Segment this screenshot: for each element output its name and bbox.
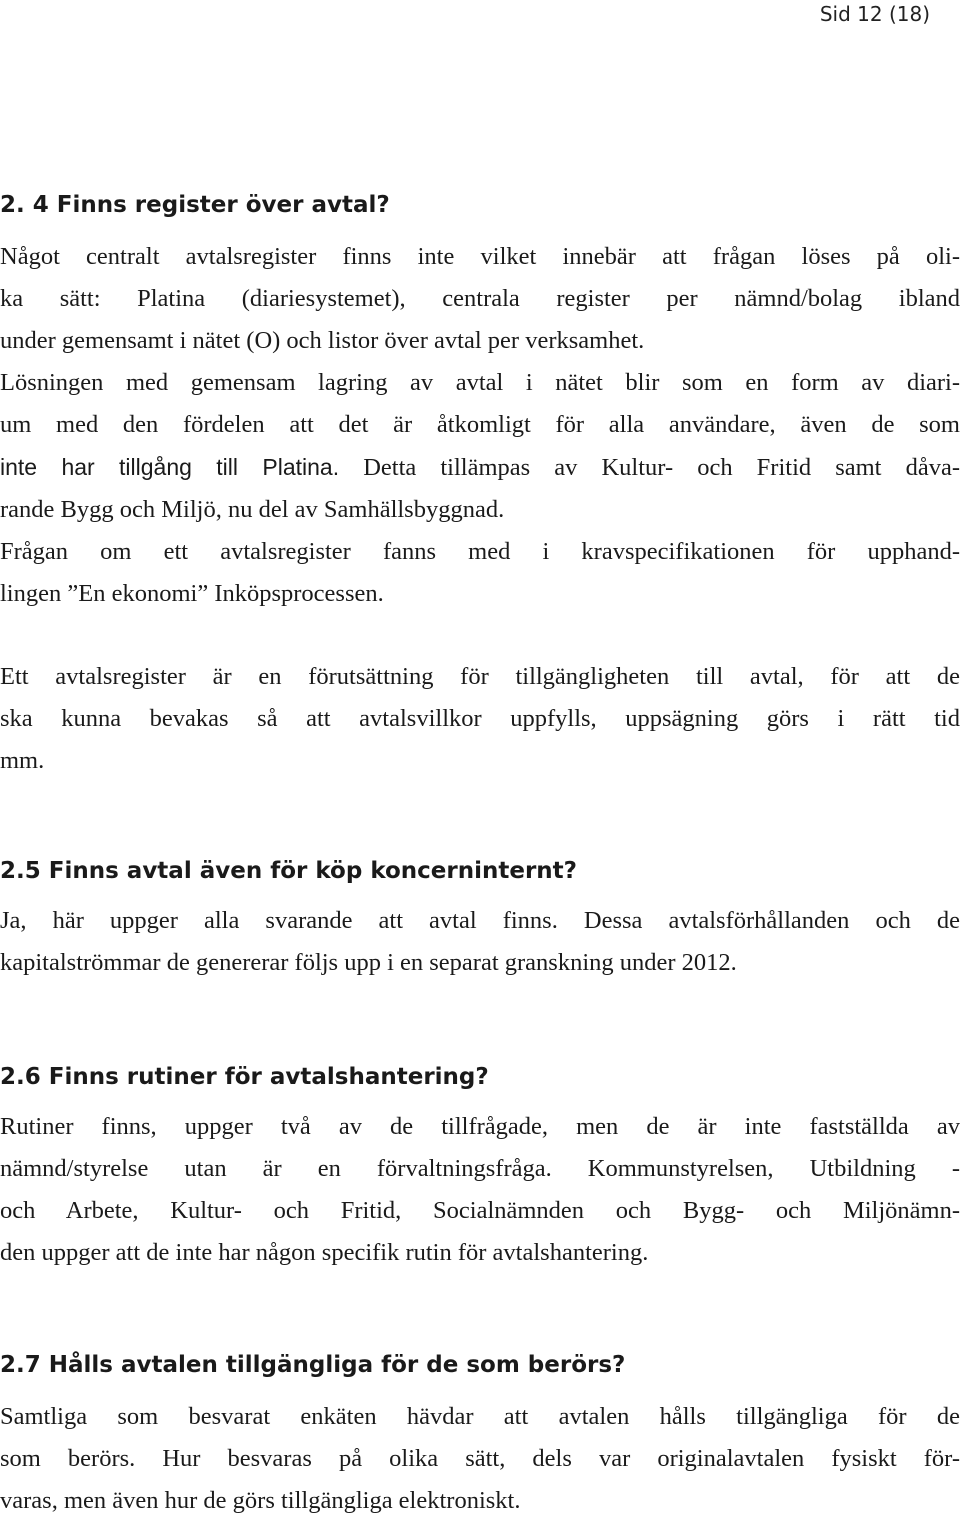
- text-line: um med den fördelen att det är åtkomligt för alla användare, även de som: [0, 411, 960, 438]
- section-2-6-paragraph: [0, 1106, 960, 1274]
- section-2-5-paragraph: [0, 900, 960, 984]
- text-line: rande Bygg och Miljö, nu del av Samhällsbyggnad.: [0, 496, 505, 523]
- section-2-5: [0, 856, 960, 886]
- text-line: Rutiner finns, uppger två av de tillfrågade, men de är inte fastställda av: [0, 1113, 960, 1140]
- text-line: kapitalströmmar de genererar följs upp i en separat granskning under 2012.: [0, 949, 737, 976]
- text-line: som berörs. Hur besvaras på olika sätt, dels var originalavtalen fysiskt för-: [0, 1445, 960, 1472]
- section-2-7: [0, 1350, 960, 1380]
- text-line: Frågan om ett avtalsregister fanns med i kravspecifikationen för upphand-: [0, 538, 960, 565]
- text-line: lingen ”En ekonomi” Inköpsprocessen.: [0, 580, 384, 607]
- section-2-4: [0, 190, 960, 220]
- section-heading: 2.6 Finns rutiner för avtalshantering?: [0, 1064, 489, 1090]
- text-line: Något centralt avtalsregister finns inte vilket innebär att frågan löses på oli-: [0, 243, 960, 270]
- page-number: Sid 12 (18): [819, 2, 930, 26]
- text-line: mm.: [0, 747, 45, 774]
- text-line-mixed: [0, 446, 960, 489]
- section-heading: 2.7 Hålls avtalen tillgängliga för de som berörs?: [0, 1352, 626, 1378]
- text-line: varas, men även hur de görs tillgängliga elektroniskt.: [0, 1487, 521, 1514]
- text-line: och Arbete, Kultur- och Fritid, Socialnämnden och Bygg- och Miljönämn-: [0, 1197, 960, 1224]
- section-2-6: [0, 1062, 960, 1092]
- text-line: Ett avtalsregister är en förutsättning för tillgängligheten till avtal, för att de: [0, 663, 960, 690]
- text-line: den uppger att de inte har någon specifik rutin för avtalshantering.: [0, 1239, 649, 1266]
- section-2-4-paragraph-1: [0, 236, 960, 615]
- text-line: Ja, här uppger alla svarande att avtal finns. Dessa avtalsförhållanden och de: [0, 907, 960, 934]
- text-fragment: Detta tillämpas av Kultur- och Fritid samt dåva-: [339, 454, 960, 481]
- text-line: under gemensamt i nätet (O) och listor över avtal per verksamhet.: [0, 327, 645, 354]
- text-line: nämnd/styrelse utan är en förvaltningsfråga. Kommunstyrelsen, Utbildning -: [0, 1155, 960, 1182]
- text-line: Samtliga som besvarat enkäten hävdar att avtalen hålls tillgängliga för de: [0, 1403, 960, 1430]
- section-heading: 2. 4 Finns register över avtal?: [0, 192, 390, 218]
- text-line: Lösningen med gemensam lagring av avtal i nätet blir som en form av diari-: [0, 369, 960, 396]
- section-heading: 2.5 Finns avtal även för köp koncerninternt?: [0, 858, 578, 884]
- text-line: ka sätt: Platina (diariesystemet), centrala register per nämnd/bolag ibland: [0, 285, 960, 312]
- section-2-4-paragraph-2: [0, 656, 960, 782]
- text-line: ska kunna bevakas så att avtalsvillkor uppfylls, uppsägning görs i rätt tid: [0, 705, 960, 732]
- section-2-7-paragraph: [0, 1396, 960, 1522]
- text-fragment: inte har tillgång till Platina.: [0, 454, 340, 480]
